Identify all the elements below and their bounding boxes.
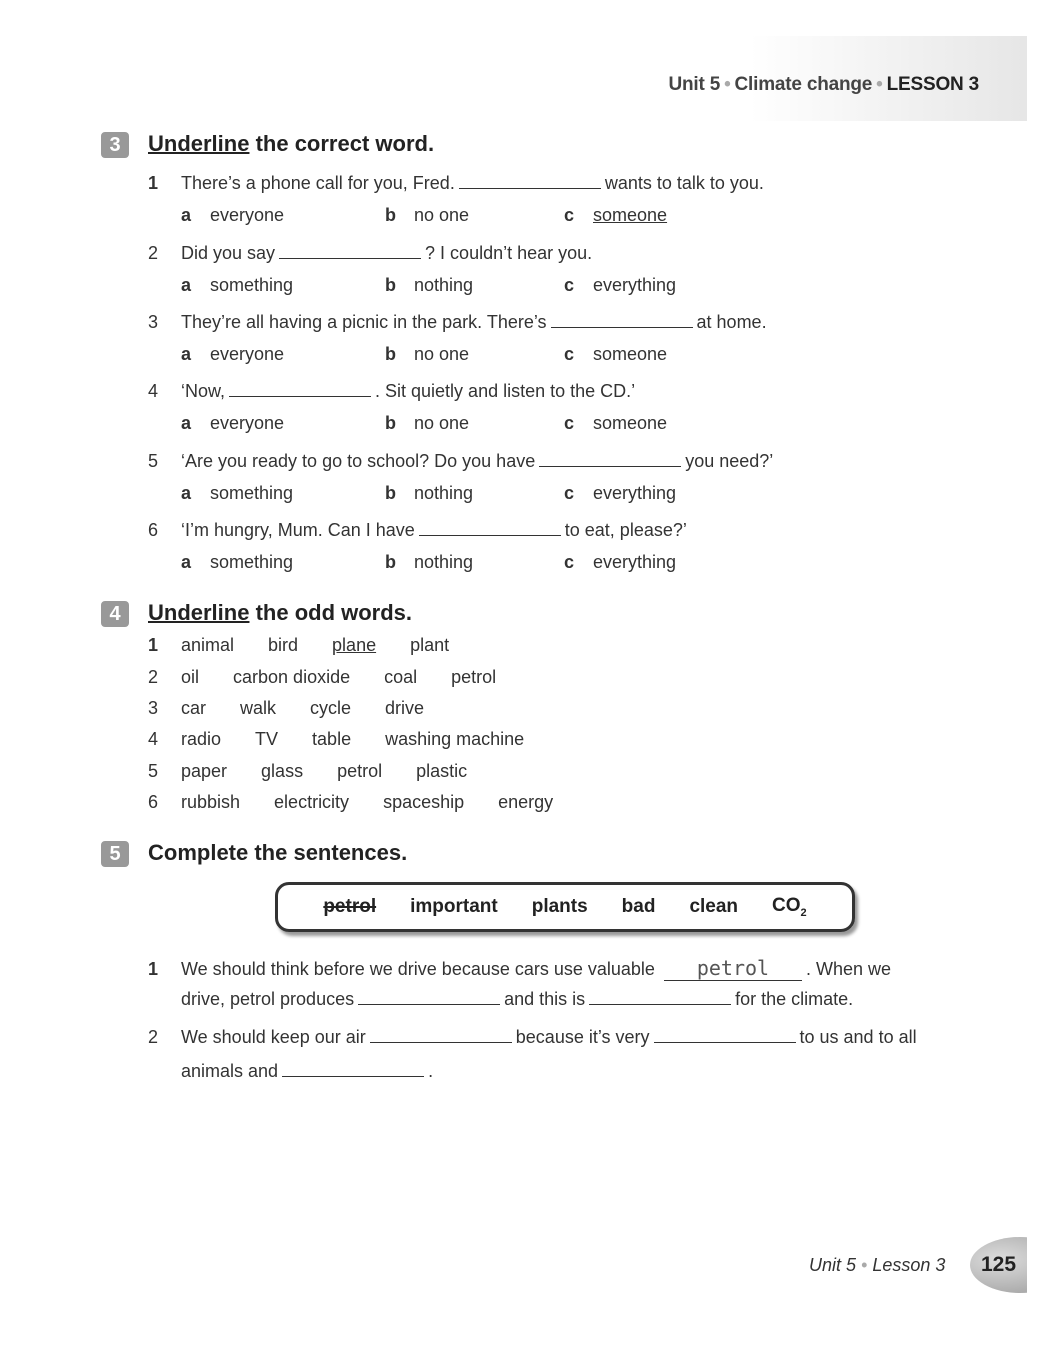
odd-word[interactable]: walk (240, 698, 277, 718)
exercise-number: 5 (101, 841, 129, 867)
option-word: someone (593, 205, 668, 225)
question-1 (148, 173, 764, 194)
odd-word[interactable]: coal (384, 667, 418, 687)
option-a[interactable] (181, 344, 284, 365)
question-text: ? I couldn’t hear you. (425, 243, 593, 263)
heading-underlined: Underline (148, 131, 250, 156)
answer-blank[interactable] (551, 313, 693, 328)
heading-underlined: Underline (148, 600, 250, 625)
text: to us and to all (799, 1027, 917, 1047)
exercise-4-heading (101, 600, 412, 627)
option-word: everything (593, 483, 677, 503)
question-5 (148, 451, 773, 472)
option-b[interactable] (385, 344, 469, 365)
option-letter: a (181, 552, 192, 572)
option-letter: c (564, 483, 575, 503)
word: important (410, 896, 498, 917)
question-3 (148, 312, 767, 333)
odd-word[interactable]: TV (255, 729, 279, 749)
answer-blank[interactable] (539, 452, 681, 467)
odd-word[interactable]: drive (385, 698, 425, 718)
answer-blank[interactable] (459, 174, 601, 189)
question-2 (148, 243, 592, 264)
option-b[interactable] (385, 275, 473, 296)
question-text: ‘Are you ready to go to school? Do you have (181, 451, 536, 471)
odd-word[interactable]: radio (181, 729, 222, 749)
exercise-5-heading (101, 840, 407, 867)
exercise-number: 3 (101, 132, 129, 158)
question-number: 1 (148, 173, 159, 193)
option-word: someone (593, 344, 668, 364)
answer-blank[interactable] (282, 1062, 424, 1077)
odd-word[interactable]: rubbish (181, 792, 241, 812)
question-text: . Sit quietly and listen to the CD.’ (375, 381, 636, 401)
odd-word[interactable]: electricity (274, 792, 350, 812)
text: for the climate. (735, 989, 854, 1009)
odd-word[interactable]: bird (268, 635, 299, 655)
option-letter: c (564, 552, 575, 572)
question-6 (148, 520, 687, 541)
option-letter: c (564, 205, 575, 225)
header-unit: Unit 5 (668, 74, 721, 95)
option-word: no one (414, 205, 470, 225)
question-text: Did you say (181, 243, 276, 263)
odd-word[interactable]: plane (332, 635, 377, 655)
answer-blank[interactable] (358, 990, 500, 1005)
option-word: something (210, 275, 294, 295)
option-word: everyone (210, 344, 285, 364)
option-word: nothing (414, 275, 474, 295)
option-letter: b (385, 344, 396, 364)
question-number: 2 (148, 667, 159, 687)
question-number: 4 (148, 381, 159, 401)
word: plants (531, 896, 588, 917)
option-a[interactable] (181, 552, 293, 573)
word: clean (689, 896, 739, 917)
question-number: 3 (148, 698, 159, 718)
question-text: you need?’ (685, 451, 774, 471)
odd-word[interactable]: petrol (337, 761, 383, 781)
option-letter: b (385, 275, 396, 295)
text: animals and (181, 1061, 279, 1081)
footer-label: Unit 5 • Lesson 3 (809, 1255, 946, 1275)
answer-blank[interactable] (589, 990, 731, 1005)
question-text: There’s a phone call for you, Fred. (181, 173, 455, 193)
co-subscript: 2 (800, 906, 807, 919)
sentence-1-line-2 (181, 989, 853, 1010)
option-letter: c (564, 413, 575, 433)
option-letter: a (181, 483, 192, 503)
option-a[interactable] (181, 275, 293, 296)
option-word: no one (414, 413, 470, 433)
option-word: everything (593, 275, 677, 295)
text: and this is (504, 989, 586, 1009)
question-number: 6 (148, 520, 159, 540)
option-c[interactable] (564, 275, 676, 296)
question-text: at home. (696, 312, 767, 332)
word: bad (621, 896, 656, 917)
question-text: wants to talk to you. (604, 173, 764, 193)
option-a[interactable] (181, 205, 284, 226)
option-c[interactable] (564, 483, 676, 504)
option-letter: c (564, 344, 575, 364)
text: drive, petrol produces (181, 989, 355, 1009)
odd-words-row-1 (148, 635, 483, 656)
text: . (428, 1061, 434, 1081)
exercise-number: 4 (101, 601, 129, 627)
odd-word[interactable]: plastic (416, 761, 468, 781)
odd-words-row-4 (148, 729, 558, 750)
text: We should keep our air (181, 1027, 366, 1047)
question-text: ‘Now, (181, 381, 226, 401)
option-letter: a (181, 205, 192, 225)
odd-word[interactable]: table (312, 729, 352, 749)
odd-word[interactable]: carbon dioxide (233, 667, 351, 687)
word-box (275, 882, 855, 932)
heading-text: the odd words. (249, 600, 413, 625)
odd-word[interactable]: plant (410, 635, 450, 655)
question-number: 5 (148, 451, 159, 471)
option-word: someone (593, 413, 668, 433)
odd-word[interactable]: car (181, 698, 207, 718)
odd-word[interactable]: animal (181, 635, 235, 655)
header-topic: Climate change (734, 74, 873, 95)
question-number: 5 (148, 761, 159, 781)
option-letter: a (181, 413, 192, 433)
text: . When we (805, 959, 892, 979)
footer-unit: Unit 5 (809, 1255, 857, 1275)
heading-text: the correct word. (249, 131, 435, 156)
question-number: 4 (148, 729, 159, 749)
option-word: something (210, 552, 294, 572)
word-co2 (772, 895, 807, 919)
answer-blank[interactable] (654, 1028, 796, 1043)
question-number: 2 (148, 243, 159, 263)
option-c[interactable] (564, 552, 676, 573)
answer-blank[interactable] (419, 521, 561, 536)
option-c[interactable] (564, 344, 667, 365)
odd-words-row-6 (148, 792, 587, 813)
answer-blank[interactable] (229, 382, 371, 397)
option-b[interactable] (385, 552, 473, 573)
option-letter: b (385, 552, 396, 572)
option-word: everything (593, 552, 677, 572)
odd-word[interactable]: energy (498, 792, 554, 812)
page-header: Unit 5 • Climate change • LESSON 3 (600, 36, 1027, 121)
sentence-2-line-1 (148, 1027, 917, 1048)
odd-word[interactable]: glass (261, 761, 304, 781)
header-lesson: LESSON 3 (886, 74, 979, 95)
odd-word[interactable]: cycle (310, 698, 352, 718)
option-letter: c (564, 275, 575, 295)
option-c[interactable] (564, 413, 667, 434)
question-number: 3 (148, 312, 159, 332)
option-word: everyone (210, 413, 285, 433)
question-text: to eat, please?’ (564, 520, 687, 540)
heading-text: Complete the sentences. (148, 840, 408, 865)
question-text: ‘I’m hungry, Mum. Can I have (181, 520, 415, 540)
question-number: 1 (148, 635, 159, 655)
option-letter: b (385, 483, 396, 503)
option-word: nothing (414, 483, 474, 503)
odd-word[interactable]: petrol (451, 667, 497, 687)
option-letter: b (385, 205, 396, 225)
odd-words-row-3 (148, 698, 458, 719)
question-number: 6 (148, 792, 159, 812)
word-used: petrol (323, 896, 377, 917)
odd-words-row-5 (148, 761, 501, 782)
question-4 (148, 381, 635, 402)
text: We should think before we drive because cars use valuable (181, 959, 655, 979)
option-a[interactable] (181, 483, 293, 504)
text: because it’s very (515, 1027, 650, 1047)
odd-words-row-2 (148, 667, 530, 688)
answer-field[interactable]: petrol (664, 956, 802, 981)
option-c[interactable] (564, 205, 667, 226)
sentence-2-line-2 (181, 1061, 433, 1082)
option-word: no one (414, 344, 470, 364)
option-word: everyone (210, 205, 285, 225)
option-letter: a (181, 275, 192, 295)
option-b[interactable] (385, 413, 469, 434)
exercise-3-heading (101, 131, 434, 158)
odd-word[interactable]: washing machine (385, 729, 525, 749)
answer-blank[interactable] (370, 1028, 512, 1043)
footer-lesson: Lesson 3 (872, 1255, 946, 1275)
option-b[interactable] (385, 205, 469, 226)
question-number: 2 (148, 1027, 159, 1047)
page-number: 125 (981, 1253, 1017, 1276)
option-b[interactable] (385, 483, 473, 504)
sentence-1-line-1 (148, 956, 891, 981)
odd-word[interactable]: paper (181, 761, 228, 781)
option-word: something (210, 483, 294, 503)
co-text: CO (772, 895, 801, 917)
option-letter: b (385, 413, 396, 433)
odd-word[interactable]: spaceship (383, 792, 465, 812)
option-a[interactable] (181, 413, 284, 434)
answer-blank[interactable] (279, 244, 421, 259)
question-number: 1 (148, 959, 159, 979)
option-word: nothing (414, 552, 474, 572)
odd-word[interactable]: oil (181, 667, 200, 687)
option-letter: a (181, 344, 192, 364)
question-text: They’re all having a picnic in the park. There’s (181, 312, 547, 332)
